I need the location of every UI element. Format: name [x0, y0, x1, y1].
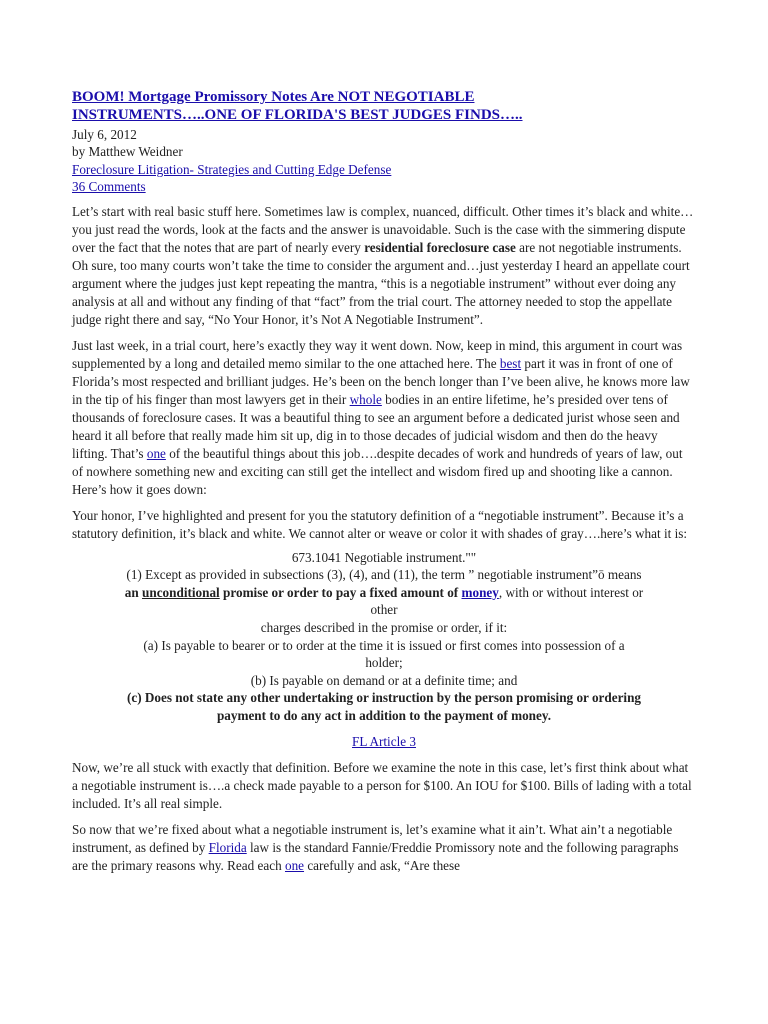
- best-link[interactable]: best: [499, 355, 522, 371]
- article-meta: [72, 126, 696, 196]
- money-link[interactable]: money: [461, 584, 499, 600]
- p2-text-c: bodies in an entire lifetime, he’s presided over tens of thousands of foreclosure cases. It was a beautiful thing to see an argument before a dedicated jurist whose seen and heard it all before that really made him sit up, dig in to those decades of judicial wisdom and then do the heavy lifting. That’s: [72, 391, 680, 461]
- statute-quote: [72, 549, 696, 725]
- p5-text-b: law is the standard Fannie/Freddie Promissory note and the following paragraphs are the primary reasons why. Read each: [72, 839, 679, 873]
- statute-line-3: other: [370, 602, 398, 618]
- article-date: July 6, 2012: [72, 127, 137, 142]
- p2-text-d: of the beautiful things about this job….despite decades of work and hundreds of years of law, out of nowhere something new and exciting can still get the intellect and wisdom fired up and shooting like a cannon. Here’s how it goes down:: [72, 445, 683, 497]
- p1-text-a: Let’s start with real basic stuff here. Sometimes law is complex, nuanced, difficult. Other times it’s black and white…you just read the words, look at the facts and the answer is unavoidable. Such is the case with the simmering dispute over the fact that the notes that are part of nearly every: [72, 203, 694, 255]
- comments-link[interactable]: 36 Comments: [72, 179, 146, 195]
- statute-line-1: (1) Except as provided in subsections (3), (4), and (11), the term ” negotiable instrument”ō means: [126, 567, 642, 583]
- paragraph-1: [72, 203, 696, 329]
- unconditional-text: unconditional: [142, 584, 220, 600]
- p5-text-c: carefully and ask, “Are these: [304, 857, 461, 873]
- p2-text-b: part it was in front of one of Florida’s most respected and brilliant judges. He’s been on the bench longer than I’ve been alive, he knows more law in the tip of his finger than most lawyers get in their: [72, 355, 690, 407]
- paragraph-5: [72, 821, 696, 875]
- one-link-2[interactable]: one: [284, 857, 305, 873]
- statute-line-7: (b) Is payable on demand or at a definite time; and: [250, 672, 518, 688]
- statute-line-8: (c) Does not state any other undertaking or instruction by the person promising or ordering: [126, 690, 642, 706]
- statute-l2-b: promise or order to pay a fixed amount of: [219, 584, 462, 600]
- one-link[interactable]: one: [146, 445, 166, 461]
- paragraph-3: Your honor, I’ve highlighted and present for you the statutory definition of a “negotiable instrument”. Because it’s a statutory definition, it’s black and white. We cannot alter or weave or color it with shades of gray….here’s what it is:: [72, 507, 688, 541]
- p1-bold: residential foreclosure case: [364, 239, 516, 255]
- fl-article-3-link[interactable]: FL Article 3: [352, 733, 416, 749]
- p5-text-a: So now that we’re fixed about what a negotiable instrument is, let’s examine what it ain’t. What ain’t a negotiable instrument, as defined by: [72, 821, 673, 855]
- statute-heading: 673.1041 Negotiable instrument."": [291, 549, 477, 565]
- article-byline: by Matthew Weidner: [72, 144, 183, 160]
- article-title[interactable]: [72, 88, 696, 124]
- p2-text-a: Just last week, in a trial court, here’s exactly they way it went down. Now, keep in mind, this argument in court was supplemented by a long and detailed memo similar to the one attached here. The: [72, 337, 683, 371]
- florida-link[interactable]: Florida: [208, 839, 247, 855]
- statute-l2-c: , with or without interest or: [498, 584, 644, 600]
- title-line-1: BOOM! Mortgage Promissory Notes Are NOT NEGOTIABLE: [72, 89, 475, 105]
- paragraph-4: Now, we’re all stuck with exactly that definition. Before we examine the note in this case, let’s first think about what a negotiable instrument is….a check made payable to a person for $100. An IOU for $100. Bills of lading with a total included. It’s all real simple.: [72, 759, 692, 811]
- whole-link[interactable]: whole: [349, 391, 382, 407]
- statute-line-4: charges described in the promise or order, if it:: [260, 620, 508, 635]
- fl-article-link-wrap: [72, 733, 696, 751]
- category-link[interactable]: Foreclosure Litigation- Strategies and Cutting Edge Defense: [72, 161, 392, 177]
- paragraph-2: [72, 337, 696, 499]
- statute-l2-a: an: [124, 584, 143, 600]
- statute-line-2: [72, 584, 696, 602]
- p1-text-b: are not negotiable instruments. Oh sure, too many courts won’t take the time to consider the argument and…just yesterday I heard an appellate court argument where the judges just kept repeating the mantra, “this is a negotiable instrument” without ever doing any analysis at all and without any finding of that “fact” from the trial court. The attorney needed to stop the appellate judge right there and say, “No Your Honor, it’s Not A Negotiable Instrument”.: [72, 239, 690, 327]
- title-line-2: INSTRUMENTS…..ONE OF FLORIDA'S BEST JUDGES FINDS…..: [72, 107, 523, 123]
- statute-line-9: payment to do any act in addition to the payment of money.: [216, 707, 552, 723]
- statute-line-6: holder;: [365, 655, 403, 671]
- article-title-link[interactable]: [72, 89, 523, 123]
- statute-line-5: (a) Is payable to bearer or to order at the time it is issued or first comes into possession of a: [143, 637, 625, 653]
